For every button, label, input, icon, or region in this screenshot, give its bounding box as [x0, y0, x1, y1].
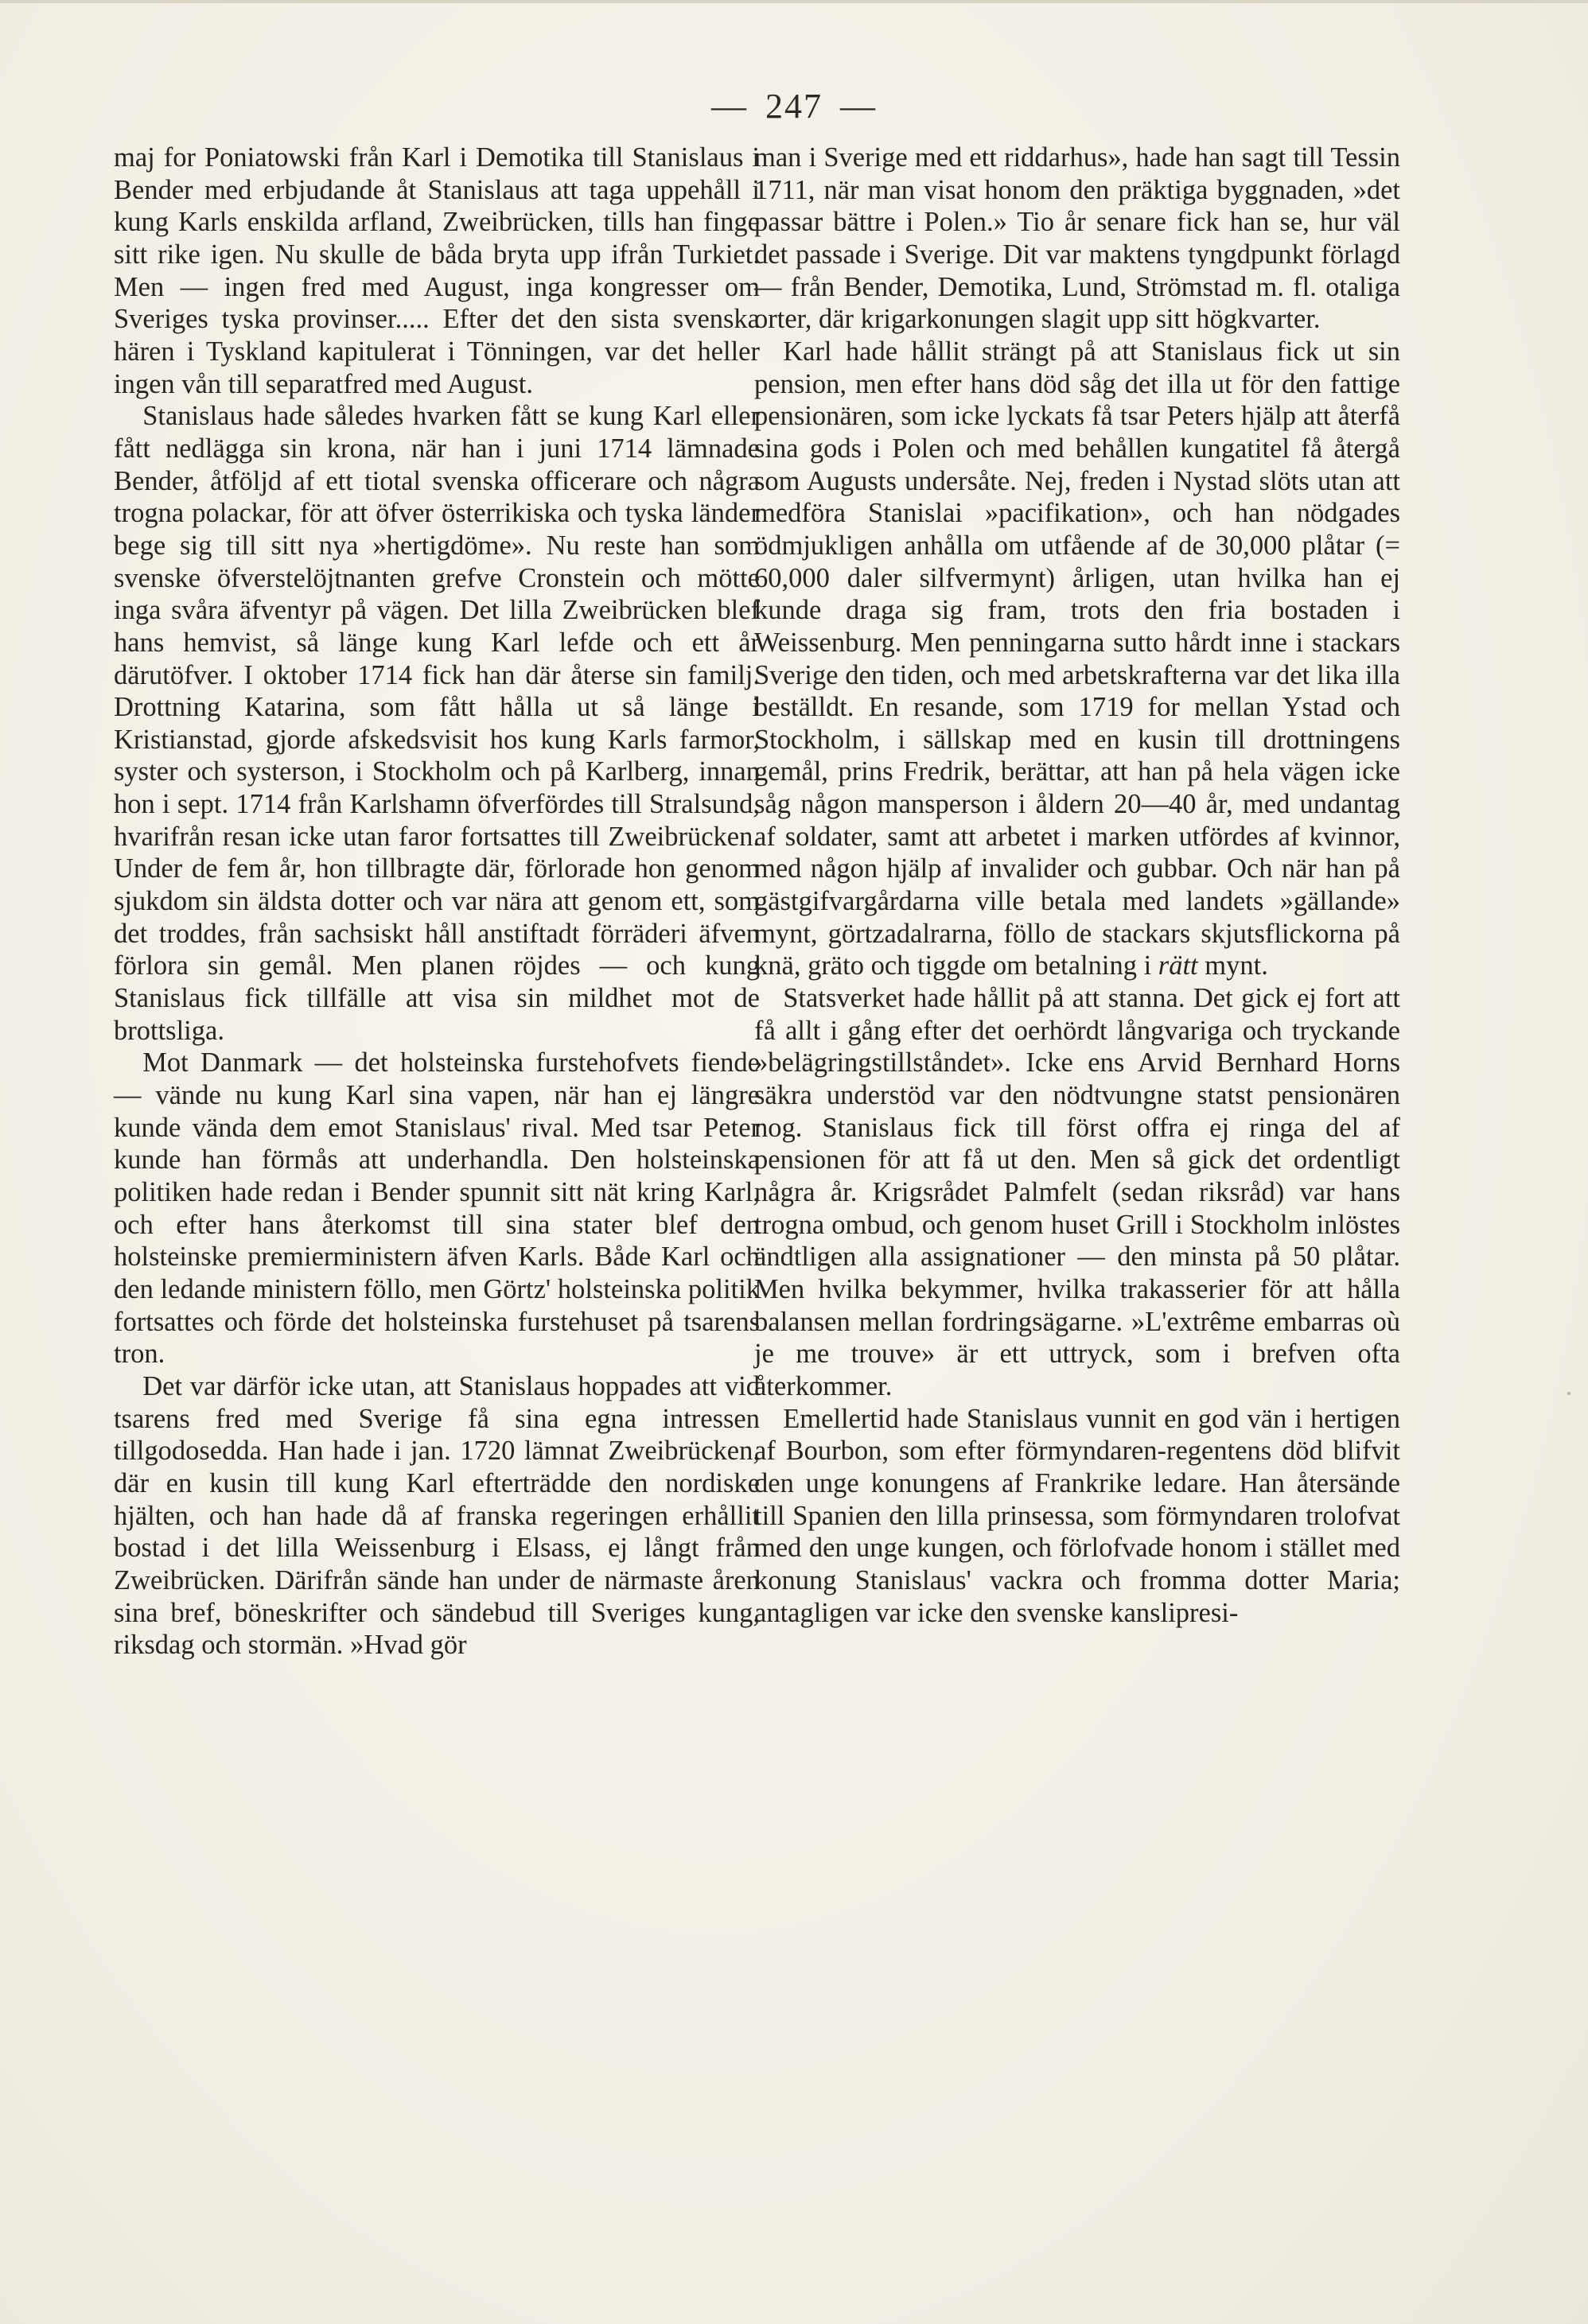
right-column	[754, 142, 1400, 1629]
paragraph: Det var därför icke utan, att Stanislaus hoppades att vid tsarens fred med Sverige få sina egna intressen tillgodosedda. Han hade i jan. 1720 lämnat Zweibrücken, där en kusin till kung Karl efterträdde den nordiske hjälten, och han hade då af franska regeringen erhållit bostad i det lilla Weissenburg i Elsass, ej långt från Zweibrücken. Därifrån sände han under de närmaste åren sina bref, böneskrifter och sändebud till Sveriges kung, riksdag och stormän. »Hvad gör	[114, 1370, 760, 1661]
paragraph: Mot Danmark — det holsteinska furstehofvets fiende — vände nu kung Karl sina vapen, när han ej längre kunde vända dem emot Stanislaus' rival. Med tsar Peter kunde han förmås att underhandla. Den holsteinska politiken hade redan i Bender spunnit sitt nät kring Karl, och efter hans återkomst till sina stater blef den holsteinske premierministern äfven Karls. Både Karl och den ledande ministern föllo, men Görtz' holsteinska politik fortsattes och förde det holsteinska furstehuset på tsarens tron.	[114, 1047, 760, 1370]
scan-speck	[1567, 1392, 1570, 1395]
italic-word: rätt	[1158, 950, 1198, 981]
left-column	[114, 142, 760, 1661]
paragraph: Statsverket hade hållit på att stanna. Det gick ej fort att få allt i gång efter det oerhördt långvariga och tryckande »belägringstillståndet». Icke ens Arvid Bernhard Horns säkra understöd var den nödtvungne statst pensionären nog. Stanislaus fick till först offra ej ringa del af pensionen för att få ut den. Men så gick det ordentligt några år. Krigsrådet Palmfelt (sedan riksråd) var hans trogna ombud, och genom huset Grill i Stockholm inlöstes ändtligen alla assignationer — den minsta på 50 plåtar. Men hvilka bekymmer, hvilka trakasserier för att hålla balansen mellan fordringsägarne. »L'extrême embarras où je me trouve» är ett uttryck, som i brefven ofta återkommer.	[754, 983, 1400, 1401]
paragraph: man i Sverige med ett riddarhus», hade han sagt till Tessin 1711, när man visat honom den präktiga byggnaden, »det passar bättre i Polen.» Tio år senare fick han se, hur väl det passade i Sverige. Dit var maktens tyngdpunkt förlagd — från Bender, Demotika, Lund, Strömstad m. fl. otaliga orter, där krigarkonungen slagit upp sitt högkvarter.	[754, 142, 1400, 335]
paragraph-text-end: mynt.	[1197, 950, 1268, 981]
paragraph: Emellertid hade Stanislaus vunnit en god vän i hertigen af Bourbon, som efter förmyndaren-regentens död blifvit den unge konungens af Frankrike ledare. Han återsände till Spanien den lilla prinsessa, som förmyndaren trolofvat med den unge kungen, och förlofvade honom i stället med konung Stanislaus' vackra och fromma dotter Maria; antagligen var icke den svenske kanslipresi-	[754, 1403, 1400, 1628]
page-number-dash-right: —	[840, 87, 877, 126]
page-number-value: 247	[765, 87, 823, 126]
paragraph: Stanislaus hade således hvarken fått se kung Karl eller fått nedlägga sin krona, när han i juni 1714 lämnade Bender, åtföljd af ett tiotal svenska officerare och några trogna polackar, för att öfver österrikiska och tyska länder bege sig till sitt nya »hertigdöme». Nu reste han som svenske öfverstelöjtnanten grefve Cronstein och mötte inga svåra äfventyr på vägen. Det lilla Zweibrücken blef hans hemvist, så länge kung Karl lefde och ett år därutöfver. I oktober 1714 fick han där återse sin familj. Drottning Katarina, som fått hålla ut så länge i Kristianstad, gjorde afskedsvisit hos kung Karls farmor, syster och systerson, i Stockholm och på Karlberg, innan hon i sept. 1714 från Karlshamn öfverfördes till Stralsund, hvarifrån resan icke utan faror fortsattes till Zweibrücken. Under de fem år, hon tillbragte där, förlorade hon genom sjukdom sin äldsta dotter och var nära att genom ett, som det troddes, från sachsiskt håll anstiftadt förräderi äfven förlora sin gemål. Men planen röjdes — och kung Stanislaus fick tillfälle att visa sin mildhet mot de brottsliga.	[114, 401, 760, 1046]
paragraph	[754, 336, 1400, 982]
page-number	[0, 86, 1588, 126]
paragraph-text: Karl hade hållit strängt på att Stanislaus fick ut sin pension, men efter hans död såg det illa ut för den fattige pensionären, som icke lyckats få tsar Peters hjälp att återfå sina gods i Polen och med behållen kungatitel få återgå som Augusts undersåte. Nej, freden i Nystad slöts utan att medföra Stanislai »pacifikation», och han nödgades ödmjukligen anhålla om utfående af de 30,000 plåtar (= 60,000 daler silfvermynt) årligen, utan hvilka han ej kunde draga sig fram, trots den fria bostaden i Weissenburg. Men penningarna sutto hårdt inne i stackars Sverige den tiden, och med arbetskrafterna var det lika illa beställdt. En resande, som 1719 for mellan Ystad och Stockholm, i sällskap med en kusin till drottningens gemål, prins Fredrik, berättar, att han på hela vägen icke såg någon mansperson i åldern 20—40 år, med undantag af soldater, samt att arbetet i marken utfördes af kvinnor, med någon hjälp af invalider och gubbar. Och när han på gästgifvargårdarna ville betala med landets »gällande» mynt, görtzadalrarna, föllo de stackars skjutsflickorna på knä, gräto och tiggde om betalning i	[754, 336, 1400, 981]
paragraph: maj for Poniatowski från Karl i Demotika till Stanislaus i Bender med erbjudande åt Stanislaus att taga uppehåll i kung Karls enskilda arfland, Zweibrücken, tills han finge sitt rike igen. Nu skulle de båda bryta upp ifrån Turkiet. Men — ingen fred med August, inga kongresser om Sveriges tyska provinser..... Efter det den sista svenska hären i Tyskland kapitulerat i Tönningen, var det heller ingen vån till separatfred med August.	[114, 142, 760, 399]
top-edge-rule	[0, 0, 1588, 3]
page-number-dash-left: —	[711, 87, 748, 126]
